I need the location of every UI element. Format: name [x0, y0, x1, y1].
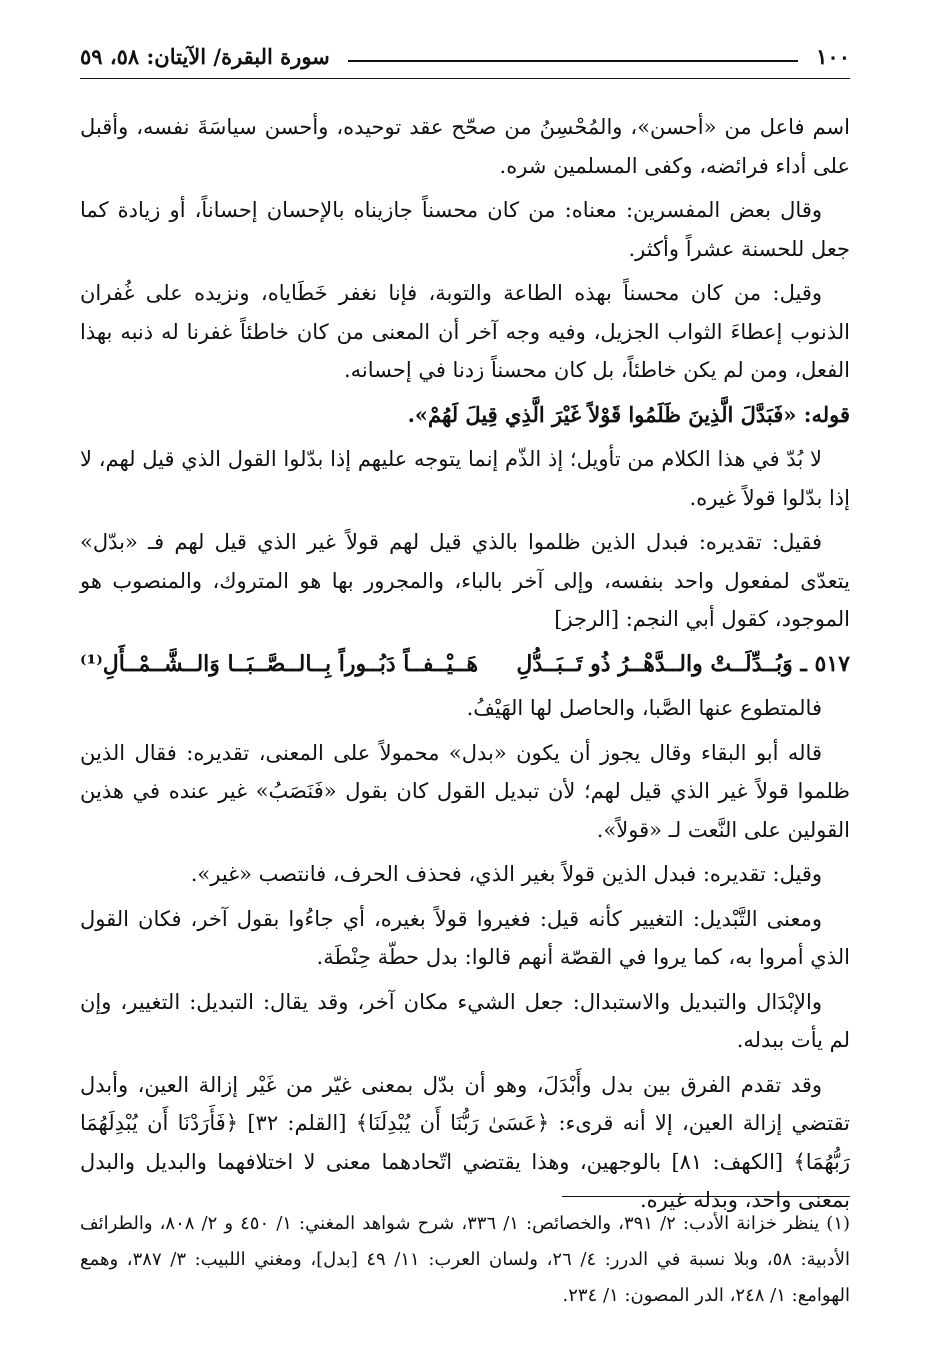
page-number: ١٠٠	[816, 43, 850, 69]
poetry-verse	[80, 645, 850, 684]
paragraph: فقيل: تقديره: فبدل الذين ظلموا بالذي قيل لهم قولاً غير الذي قيل لهم فـ «بدّل» يتعدّى لمفعول واحد بنفسه، وإلى آخر بالباء، والمجرور بها هو المتروك، والمنصوب هو الموجود، كقول أبي النجم: [الرجز]	[80, 530, 850, 631]
running-title: سورة البقرة/ الآيتان: ٥٨، ٥٩	[80, 43, 330, 69]
footnote-divider	[562, 1196, 850, 1197]
verse-first-hemistich: ٥١٧ ـ وَبُــدِّلَــتْ والــدَّهْــرُ ذُو تَــبَــدُّلِ	[516, 650, 850, 677]
header-divider	[80, 78, 850, 79]
paragraph: ومعنى التَّبْديل: التغيير كأنه قيل: فغيروا قولاً بغيره، أي جاءُوا بقول آخر، فكان القول الذي أمروا به، كما يروا في القصّة أنهم قالوا: بدل حطّة حِنْطَة.	[80, 906, 850, 969]
header-rule	[348, 60, 798, 62]
main-text	[80, 108, 850, 1226]
verse-second-hemistich: هَــيْــفــاً دَبُــوراً بِــالــصَّــبَــا وَالــشَّــمْــأَلِ⁽¹⁾	[80, 650, 479, 677]
paragraph: وقد تقدم الفرق بين بدل وأَبْدَلَ، وهو أن بدّل بمعنى غيّر من غَيْر إزالة العين، وأبدل تقتضي إزالة العين، إلا أنه قرىء: ﴿عَسَىٰ رَبُّنَا أَن يُبْدِلَنَا﴾ [القلم: ٣٢] ﴿فَأَرَدْنَا أَن يُبْدِلَهُمَا رَبُّهُمَا﴾ [الكهف: ٨١] بالوجهين، وهذا يقتضي اتّحادهما معنى لا اختلافهما والبديل والبدل بمعنى واحد، وبدله غيره.	[80, 1072, 850, 1212]
paragraph: وقيل: تقديره: فبدل الذين قولاً بغير الذي، فحذف الحرف، فانتصب «غير».	[190, 862, 822, 886]
footnotes	[80, 1206, 850, 1314]
paragraph: فالمتطوع عنها الصَّبا، والحاصل لها الهَيْفُ.	[466, 696, 822, 720]
paragraph: وقال بعض المفسرين: معناه: من كان محسناً جازيناه بالإحسان إحساناً، أو زيادة كما جعل للحسنة عشراً وأكثر.	[80, 198, 850, 261]
paragraph: لا بُدّ في هذا الكلام من تأويل؛ إذ الذّم إنما يتوجه عليهم إذا بدّلوا القول الذي قيل لهم، لا إذا بدّلوا قولاً غيره.	[80, 447, 850, 510]
paragraph: والإبْدَال والتبديل والاستبدال: جعل الشيء مكان آخر، وقد يقال: التبديل: التغيير، وإن لم يأت ببدله.	[80, 989, 850, 1052]
paragraph: اسم فاعل من «أحسن»، والمُحْسِنُ من صحّح عقد توحيده، وأحسن سياسَةَ نفسه، وأقبل على أداء فرائضه، وكفى المسلمين شره.	[80, 115, 850, 178]
quran-quote-heading: قوله: «فَبَدَّلَ الَّذِينَ ظَلَمُوا قَوْلاً غَيْرَ الَّذِي قِيلَ لَهُمْ».	[407, 401, 850, 427]
paragraph: قاله أبو البقاء وقال يجوز أن يكون «بدل» محمولاً على المعنى، تقديره: فقال الذين ظلموا قولاً غير الذي قيل لهم؛ لأن تبديل القول كان بقول «فَنَصَبُ» غير عنده في هذين القولين على النَّعت لـ «قولاً».	[80, 740, 850, 842]
paragraph: وقيل: من كان محسناً بهذه الطاعة والتوبة، فإنا نغفر خَطَاياه، ونزيده على غُفران الذنوب إعطاءَ الثواب الجزيل، وفيه وجه آخر أن المعنى من كان خاطئاً غفرنا له ذنبه بهذا الفعل، ومن لم يكن خاطئاً، بل كان محسناً زدنا في إحسانه.	[80, 281, 850, 382]
footnote-1: (١) ينظر خزانة الأدب: ٢/ ٣٩١، والخصائص: ١/ ٣٣٦، شرح شواهد المغني: ١/ ٤٥٠ و ٢/ ٨٠٨، والطرائف الأدبية: ٥٨، وبلا نسبة في الدرر: ٤/ ٢٦، ولسان العرب: ١١/ ٤٩ [بدل]، ومغني اللبيب: ٣/ ٣٨٧، وهمع الهوامع: ١/ ٢٤٨، الدر المصون: ١/ ٢٣٤.	[80, 1213, 851, 1306]
page-header	[80, 38, 850, 74]
